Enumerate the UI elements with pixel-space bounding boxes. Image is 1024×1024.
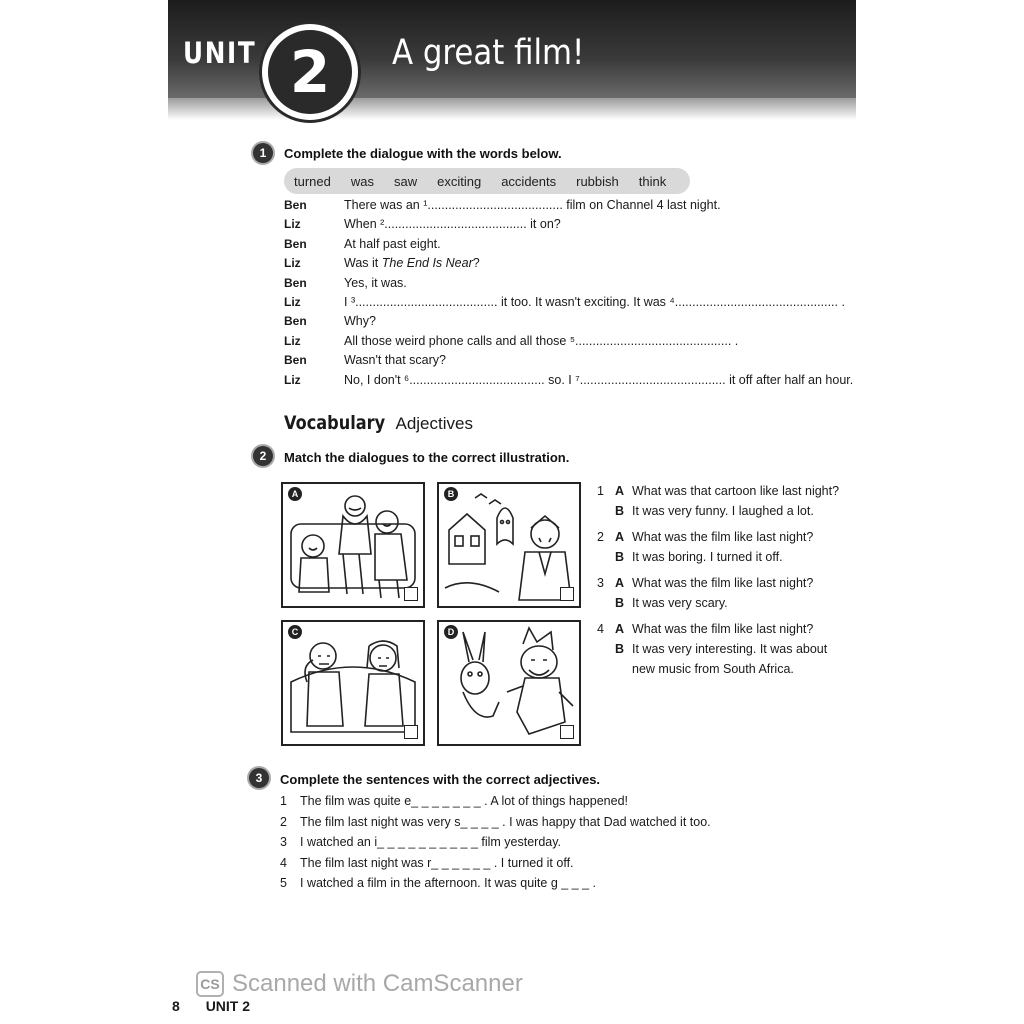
vocabulary-title: Vocabulary (284, 412, 386, 434)
unit-number-badge (262, 24, 358, 120)
illustration-d (437, 620, 581, 746)
sentence-text: The film last night was r_ _ _ _ _ _ . I turned it off. (300, 855, 574, 870)
answer-text: It was very interesting. It was about (632, 642, 828, 656)
question-text: What was the film like last night? (632, 622, 814, 636)
dialogue-line (284, 217, 844, 236)
speaker-letter: B (615, 504, 625, 518)
speaker-letter: A (615, 622, 625, 636)
sentence-number: 3 (280, 835, 287, 849)
question-text: What was the film like last night? (632, 576, 814, 590)
answer-checkbox[interactable] (560, 725, 574, 739)
text-after: ? (472, 256, 480, 271)
sentence-number: 2 (280, 814, 287, 829)
dialogue-text (344, 256, 480, 270)
speaker: Ben (284, 236, 307, 251)
match-item (597, 530, 857, 570)
exercise-3-badge: 3 (249, 768, 269, 788)
illustration-c (281, 620, 425, 746)
speaker: Liz (284, 256, 301, 271)
page-number: 8 (172, 998, 180, 1014)
dialogue-line (284, 372, 854, 392)
speaker-letter: B (615, 642, 625, 656)
dialogue-line (284, 256, 844, 275)
text-before: Was it (344, 256, 382, 271)
dialogue-text: All those weird phone calls and all those ⁵............................................. . (344, 333, 739, 348)
exercise-1-instruction: Complete the dialogue with the words below. (284, 146, 562, 161)
speaker: Ben (284, 314, 307, 329)
sentence-number: 1 (280, 794, 287, 808)
speaker: Ben (284, 198, 307, 212)
answer-text: It was boring. I turned it off. (632, 550, 783, 564)
answer-text: It was very funny. I laughed a lot. (632, 504, 814, 518)
speaker: Ben (284, 353, 307, 368)
dialogue (284, 198, 854, 392)
match-item (597, 622, 857, 682)
dialogue-text: Why? (344, 314, 376, 329)
answer-text: new music from South Africa. (632, 662, 794, 676)
page-title: A great film! (392, 33, 585, 73)
sentence-text: The film was quite e_ _ _ _ _ _ _ . A lot of things happened! (300, 794, 628, 808)
unit-number: 2 (289, 38, 331, 106)
dialogue-text: I ³......................................... it too. It wasn't exciting. It was ⁴............................................... . (344, 294, 845, 309)
dialogue-line (284, 353, 844, 372)
exercise-3-instruction: Complete the sentences with the correct adjectives. (280, 772, 601, 787)
word-item: turned (294, 173, 331, 189)
camscanner-logo-icon: CS (196, 971, 224, 997)
dialogue-text: Yes, it was. (344, 275, 407, 290)
vocabulary-subtitle: Adjectives (395, 414, 473, 433)
match-item (597, 484, 857, 524)
dialogue-text: At half past eight. (344, 236, 441, 251)
question-text: What was that cartoon like last night? (632, 484, 840, 498)
speaker-letter: A (615, 530, 625, 544)
word-item: saw (394, 173, 418, 189)
speaker-letter: B (615, 550, 625, 564)
footer-unit: UNIT 2 (205, 998, 251, 1014)
dialogue-line (284, 334, 844, 353)
word-item: was (350, 173, 374, 189)
word-item: rubbish (576, 173, 619, 189)
word-item: accidents (501, 173, 557, 189)
sentence-text: I watched an i_ _ _ _ _ _ _ _ _ _ film yesterday. (300, 835, 562, 849)
dialogue-text: No, I don't ⁶....................................... so. I ⁷.......................................... it off after half an hour. (344, 372, 854, 387)
picture-label: A (288, 487, 302, 501)
dialogue-text: Wasn't that scary? (344, 353, 446, 368)
speaker: Ben (284, 275, 307, 290)
speaker: Liz (284, 333, 301, 348)
item-number: 1 (597, 484, 604, 498)
speaker-letter: A (615, 576, 625, 590)
exercise-2-instruction: Match the dialogues to the correct illustration. (284, 450, 570, 465)
haunted-house-illustration (439, 484, 579, 606)
dialogue-line (284, 198, 844, 217)
picture-label: D (444, 625, 458, 639)
question-text: What was the film like last night? (632, 530, 814, 544)
sentence-text: The film last night was very s_ _ _ _ . I was happy that Dad watched it too. (300, 814, 711, 829)
answer-checkbox[interactable] (404, 587, 418, 601)
vocabulary-heading (284, 412, 473, 434)
illustration-b (437, 482, 581, 608)
answer-checkbox[interactable] (404, 725, 418, 739)
exercise-1-badge: 1 (253, 143, 273, 163)
unit-label: UNIT (183, 36, 257, 70)
matching-dialogues (597, 484, 857, 688)
picture-label: B (444, 487, 458, 501)
speaker-letter: A (615, 484, 625, 498)
item-number: 4 (597, 622, 604, 636)
dialogue-line (284, 276, 844, 295)
dialogue-line (284, 314, 844, 333)
sentence-number: 4 (280, 855, 287, 870)
watermark-text: Scanned with CamScanner (232, 970, 523, 997)
speaker: Liz (284, 217, 301, 232)
bored-couple-illustration (283, 622, 423, 744)
exercise-2-badge: 2 (253, 446, 273, 466)
dialogue-text: When ²......................................... it on? (344, 217, 561, 232)
film-title: The End Is Near (381, 256, 473, 271)
illustration-a (281, 482, 425, 608)
sentence-number: 5 (280, 876, 287, 890)
sentence-text: I watched a film in the afternoon. It was quite g _ _ _ . (300, 876, 597, 890)
word-item: think (638, 173, 667, 189)
item-number: 3 (597, 576, 604, 590)
speaker: Liz (284, 372, 301, 387)
dialogue-line (284, 237, 844, 256)
dialogue-line (284, 295, 844, 314)
word-box (284, 168, 690, 194)
laughing-friends-illustration (283, 484, 423, 606)
cartoon-animals-illustration (439, 622, 579, 744)
scanner-watermark (196, 970, 523, 998)
match-item (597, 576, 857, 616)
speaker: Liz (284, 294, 301, 309)
speaker-letter: B (615, 596, 625, 610)
dialogue-text: There was an ¹....................................... film on Channel 4 last night. (344, 198, 721, 212)
answer-checkbox[interactable] (560, 587, 574, 601)
item-number: 2 (597, 530, 604, 544)
picture-label: C (288, 625, 302, 639)
answer-text: It was very scary. (632, 596, 728, 610)
word-item: exciting (437, 173, 482, 189)
page-footer (172, 998, 250, 1014)
